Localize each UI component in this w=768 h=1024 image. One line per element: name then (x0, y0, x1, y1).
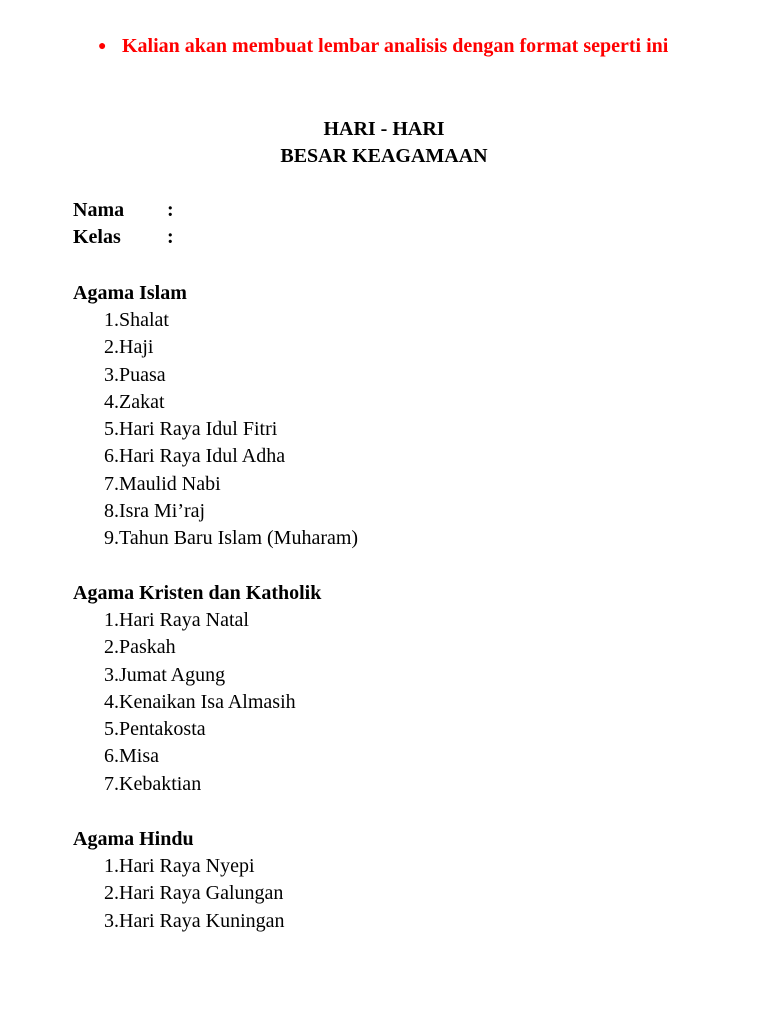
list-item-text: Misa (119, 745, 159, 768)
list-item-number: 1. (104, 609, 119, 631)
list-item-number: 1. (104, 309, 119, 331)
list-item (73, 498, 693, 525)
list-item-number: 4. (104, 390, 119, 413)
list-item-text: Isra Mi’raj (119, 500, 206, 523)
list-item (73, 362, 693, 389)
list-item (73, 307, 693, 334)
field-nama-colon: : (167, 199, 174, 221)
document-title-line-2: BESAR KEAGAMAAN (280, 145, 488, 167)
section-agama-hindu (73, 826, 693, 935)
section-list (73, 607, 693, 798)
list-item (73, 908, 693, 935)
list-item (73, 471, 693, 498)
list-item-number: 5. (104, 718, 119, 741)
list-item-text: Shalat (119, 309, 169, 331)
list-item-text: Puasa (119, 363, 166, 386)
list-item (73, 525, 693, 552)
list-item-text: Maulid Nabi (119, 472, 221, 495)
list-item-number: 3. (104, 909, 119, 932)
list-item-number: 2. (104, 636, 119, 659)
list-item (73, 607, 693, 634)
list-item-text: Hari Raya Kuningan (119, 909, 285, 932)
list-item (73, 443, 693, 470)
field-nama (73, 197, 187, 224)
section-heading: Agama Hindu (73, 828, 194, 850)
list-item-number: 1. (104, 855, 119, 877)
section-list (73, 853, 693, 935)
section-agama-kristen-katholik (73, 580, 693, 798)
bullet-icon: ● (98, 39, 107, 54)
list-item-text: Hari Raya Nyepi (119, 855, 255, 877)
list-item-number: 7. (104, 472, 119, 495)
list-item-number: 2. (104, 882, 119, 905)
field-nama-label: Nama (73, 199, 125, 221)
list-item-number: 9. (104, 527, 119, 550)
list-item (73, 880, 693, 907)
list-item-number: 3. (104, 663, 119, 686)
list-item-number: 6. (104, 745, 119, 768)
list-item (73, 416, 693, 443)
list-item (73, 662, 693, 689)
list-item-text: Hari Raya Idul Adha (119, 445, 286, 468)
list-item-text: Hari Raya Natal (119, 609, 249, 631)
list-item-text: Jumat Agung (119, 663, 226, 686)
list-item (73, 634, 693, 661)
list-item-number: 5. (104, 418, 119, 441)
field-kelas (73, 224, 187, 251)
section-agama-islam (73, 280, 693, 553)
list-item-number: 7. (104, 772, 119, 795)
instruction-text: Kalian akan membuat lembar analisis dengan format seperti ini (122, 35, 669, 57)
section-list (73, 307, 693, 553)
list-item-number: 6. (104, 445, 119, 468)
list-item (73, 689, 693, 716)
field-kelas-label: Kelas (73, 226, 121, 248)
list-item-text: Pentakosta (119, 718, 206, 741)
list-item (73, 771, 693, 798)
list-item-number: 8. (104, 500, 119, 523)
list-item (73, 853, 693, 880)
list-item (73, 334, 693, 361)
list-item-text: Kenaikan Isa Almasih (119, 690, 296, 713)
list-item-text: Paskah (119, 636, 176, 659)
section-heading: Agama Kristen dan Katholik (73, 582, 322, 604)
section-heading: Agama Islam (73, 282, 187, 304)
list-item-text: Hari Raya Galungan (119, 882, 284, 905)
instruction-bullet-item (96, 33, 706, 60)
list-item-number: 4. (104, 690, 119, 713)
document-title-line-1: HARI - HARI (323, 118, 445, 140)
list-item-text: Kebaktian (119, 772, 202, 795)
list-item-number: 2. (104, 336, 119, 359)
list-item-text: Hari Raya Idul Fitri (119, 418, 278, 441)
list-item-text: Zakat (119, 390, 165, 413)
list-item-text: Tahun Baru Islam (Muharam) (119, 527, 359, 550)
field-kelas-colon: : (167, 226, 174, 248)
list-item-number: 3. (104, 363, 119, 386)
list-item (73, 389, 693, 416)
list-item (73, 743, 693, 770)
list-item-text: Haji (119, 336, 154, 359)
list-item (73, 716, 693, 743)
